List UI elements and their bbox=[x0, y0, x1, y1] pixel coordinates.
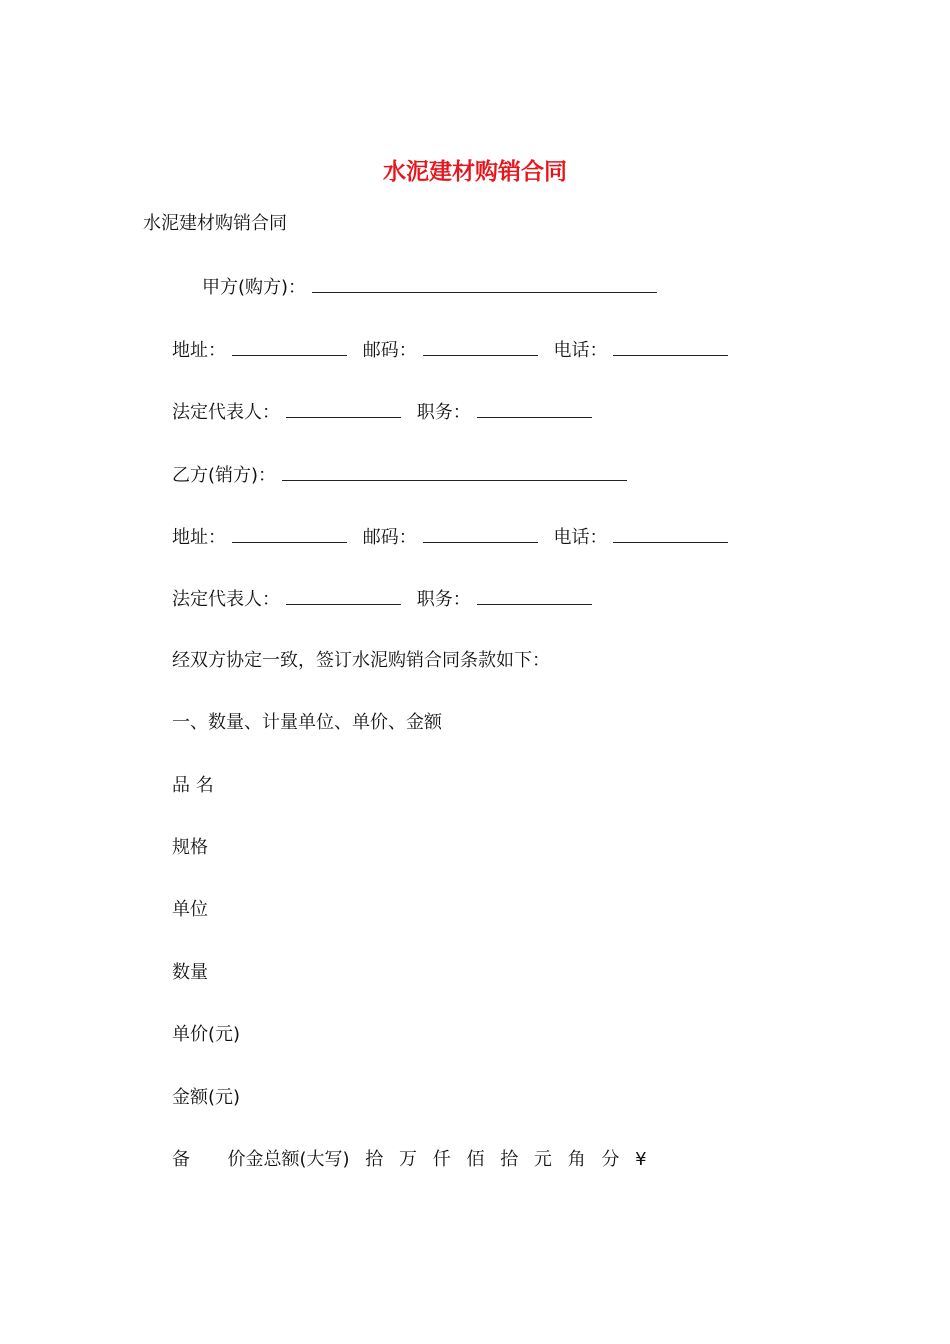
section-1-heading: 一、数量、计量单位、单价、金额 bbox=[172, 712, 442, 733]
party-b-position-label: 职务： bbox=[416, 589, 471, 610]
unit-qian: 仟 bbox=[432, 1149, 451, 1170]
currency-symbol: ¥ bbox=[635, 1149, 647, 1170]
field-product-name: 品 名 bbox=[172, 775, 214, 796]
field-unit-price: 单价(元) bbox=[172, 1024, 241, 1045]
party-a-phone-label: 电话： bbox=[553, 340, 608, 361]
party-a-legal-rep-label: 法定代表人： bbox=[172, 402, 280, 423]
party-b-name-blank bbox=[282, 462, 627, 481]
party-b-label: 乙方(销方)： bbox=[172, 465, 277, 486]
party-a-postcode-blank bbox=[423, 337, 538, 356]
party-a-phone-blank bbox=[613, 337, 728, 356]
field-amount: 金额(元) bbox=[172, 1087, 241, 1108]
party-b-phone-blank bbox=[613, 524, 728, 543]
document-subtitle: 水泥建材购销合同 bbox=[143, 213, 287, 234]
unit-shi-2: 拾 bbox=[500, 1149, 519, 1170]
party-a-address-blank bbox=[232, 337, 347, 356]
party-b-legal-rep-label: 法定代表人： bbox=[172, 589, 280, 610]
unit-jiao: 角 bbox=[567, 1149, 586, 1170]
party-b-postcode-blank bbox=[423, 524, 538, 543]
party-a-contact-line bbox=[172, 337, 738, 363]
total-amount-label: 价金总额(大写) bbox=[227, 1149, 350, 1170]
unit-wan: 万 bbox=[398, 1149, 417, 1170]
party-a-legal-rep-blank bbox=[286, 399, 401, 418]
party-b-position-blank bbox=[477, 586, 592, 605]
document-title: 水泥建材购销合同 bbox=[383, 158, 567, 185]
party-a-position-label: 职务： bbox=[416, 402, 471, 423]
party-a-name-blank bbox=[312, 274, 657, 293]
party-b-address-blank bbox=[232, 524, 347, 543]
intro-paragraph: 经双方协定一致，签订水泥购销合同条款如下： bbox=[172, 650, 550, 671]
party-a-line bbox=[202, 274, 667, 300]
party-b-address-label: 地址： bbox=[172, 527, 226, 548]
party-a-address-label: 地址： bbox=[172, 340, 226, 361]
remark-label: 备 bbox=[172, 1149, 190, 1170]
party-a-position-blank bbox=[477, 399, 592, 418]
party-b-contact-line bbox=[172, 524, 738, 550]
field-specification: 规格 bbox=[172, 837, 208, 858]
unit-bai: 佰 bbox=[466, 1149, 485, 1170]
party-b-phone-label: 电话： bbox=[553, 527, 608, 548]
unit-shi-1: 拾 bbox=[365, 1149, 384, 1170]
party-a-label: 甲方(购方)： bbox=[202, 277, 307, 298]
party-b-rep-line bbox=[172, 586, 602, 612]
unit-fen: 分 bbox=[601, 1149, 620, 1170]
party-a-rep-line bbox=[172, 399, 602, 425]
unit-yuan: 元 bbox=[533, 1149, 552, 1170]
remark-row bbox=[172, 1148, 657, 1172]
field-unit: 单位 bbox=[172, 899, 208, 920]
party-b-postcode-label: 邮码： bbox=[362, 527, 417, 548]
party-b-legal-rep-blank bbox=[286, 586, 401, 605]
party-a-postcode-label: 邮码： bbox=[362, 340, 417, 361]
field-quantity: 数量 bbox=[172, 962, 208, 983]
party-b-line bbox=[172, 462, 637, 488]
